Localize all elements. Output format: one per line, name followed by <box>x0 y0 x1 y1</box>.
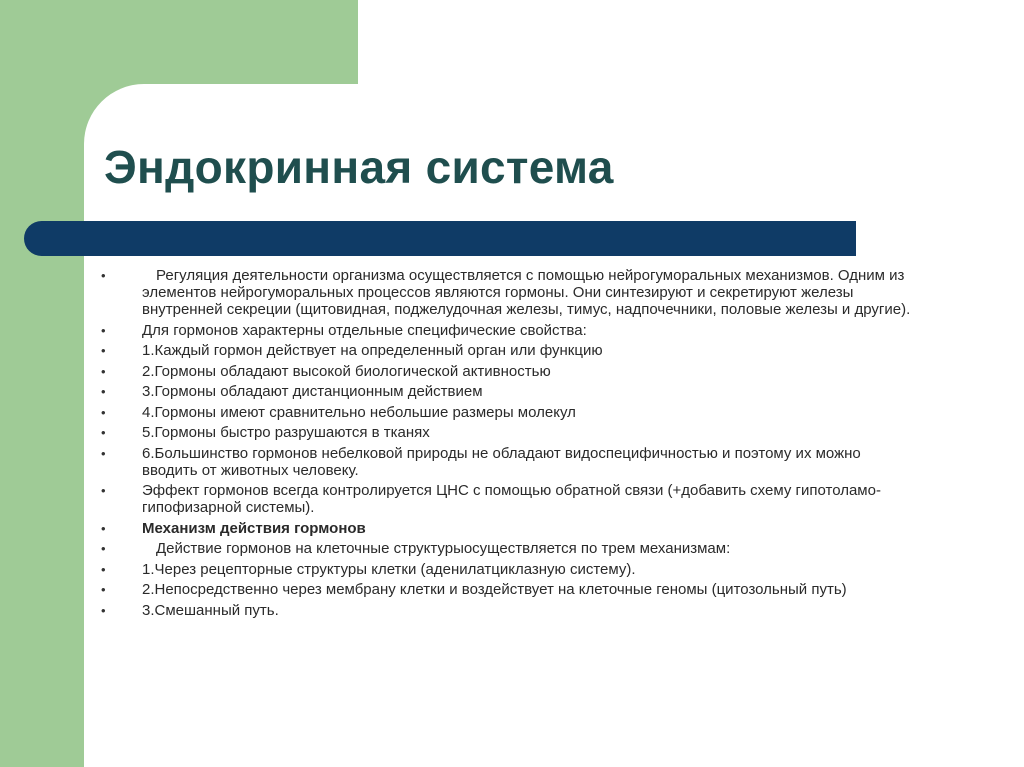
list-item-text: Для гормонов характерны отдельные специфические свойства: <box>142 321 587 339</box>
bullet-icon: • <box>101 363 106 379</box>
bullet-icon: • <box>101 561 106 577</box>
bullet-icon: • <box>101 541 106 556</box>
list-item-text: Действие гормонов на клеточные структурыосуществляется по трем механизмам: <box>156 540 731 557</box>
list-item <box>98 383 918 400</box>
bullet-icon: • <box>101 602 106 618</box>
bullet-icon: • <box>101 483 106 498</box>
bullet-icon: • <box>101 343 106 358</box>
list-item <box>98 540 918 557</box>
list-item-text: Регуляция деятельности организма осуществляется с помощью нейрогуморальных механизмов. Одним из элементов нейрогуморальных процессов являются гормоны. Они синтезируют и секретируют железы внутренней секреции (щитовидная, поджелудочная железы, тимус, надпочечники, половые железы и другие). <box>142 267 911 318</box>
bullet-icon: • <box>101 520 106 536</box>
list-item-text: 1.Каждый гормон действует на определенный орган или функцию <box>142 342 603 359</box>
bullet-icon: • <box>101 445 106 461</box>
list-item <box>98 404 918 421</box>
list-item-text: Механизм действия гормонов <box>142 519 366 537</box>
list-item <box>98 363 918 380</box>
list-item <box>98 482 918 516</box>
bullet-list <box>98 267 918 622</box>
bullet-icon: • <box>101 268 106 283</box>
list-item <box>98 424 918 441</box>
list-item-text: Эффект гормонов всегда контролируется ЦНС с помощью обратной связи (+добавить схему гипотоламо-гипофизарной системы). <box>142 482 881 516</box>
list-item <box>98 342 918 359</box>
list-item <box>98 267 918 318</box>
list-item <box>98 445 918 479</box>
list-item <box>98 322 918 339</box>
list-item-text: 5.Гормоны быстро разрушаются в тканях <box>142 424 430 441</box>
title-underline-bar <box>24 221 856 256</box>
list-item-text: 2.Непосредственно через мембрану клетки и воздействует на клеточные геномы (цитозольный путь) <box>142 581 847 598</box>
list-item-text: 6.Большинство гормонов небелковой природы не обладают видоспецифичностью и поэтому их можно вводить от животных человеку. <box>142 444 861 479</box>
bullet-icon: • <box>101 384 106 399</box>
bullet-icon: • <box>101 322 106 338</box>
bullet-icon: • <box>101 582 106 597</box>
list-item <box>98 602 918 619</box>
list-item-text: 1.Через рецепторные структуры клетки (аденилатциклазную систему). <box>142 560 636 578</box>
list-item-text: 2.Гормоны обладают высокой биологической активностью <box>142 362 551 380</box>
list-item <box>98 581 918 598</box>
list-item <box>98 520 918 537</box>
slide-title: Эндокринная система <box>104 141 614 193</box>
list-item-text: 3.Гормоны обладают дистанционным действием <box>142 383 483 400</box>
bullet-icon: • <box>101 425 106 440</box>
list-item-text: 4.Гормоны имеют сравнительно небольшие размеры молекул <box>142 403 576 421</box>
list-item <box>98 561 918 578</box>
list-item-text: 3.Смешанный путь. <box>142 601 279 619</box>
bullet-icon: • <box>101 404 106 420</box>
